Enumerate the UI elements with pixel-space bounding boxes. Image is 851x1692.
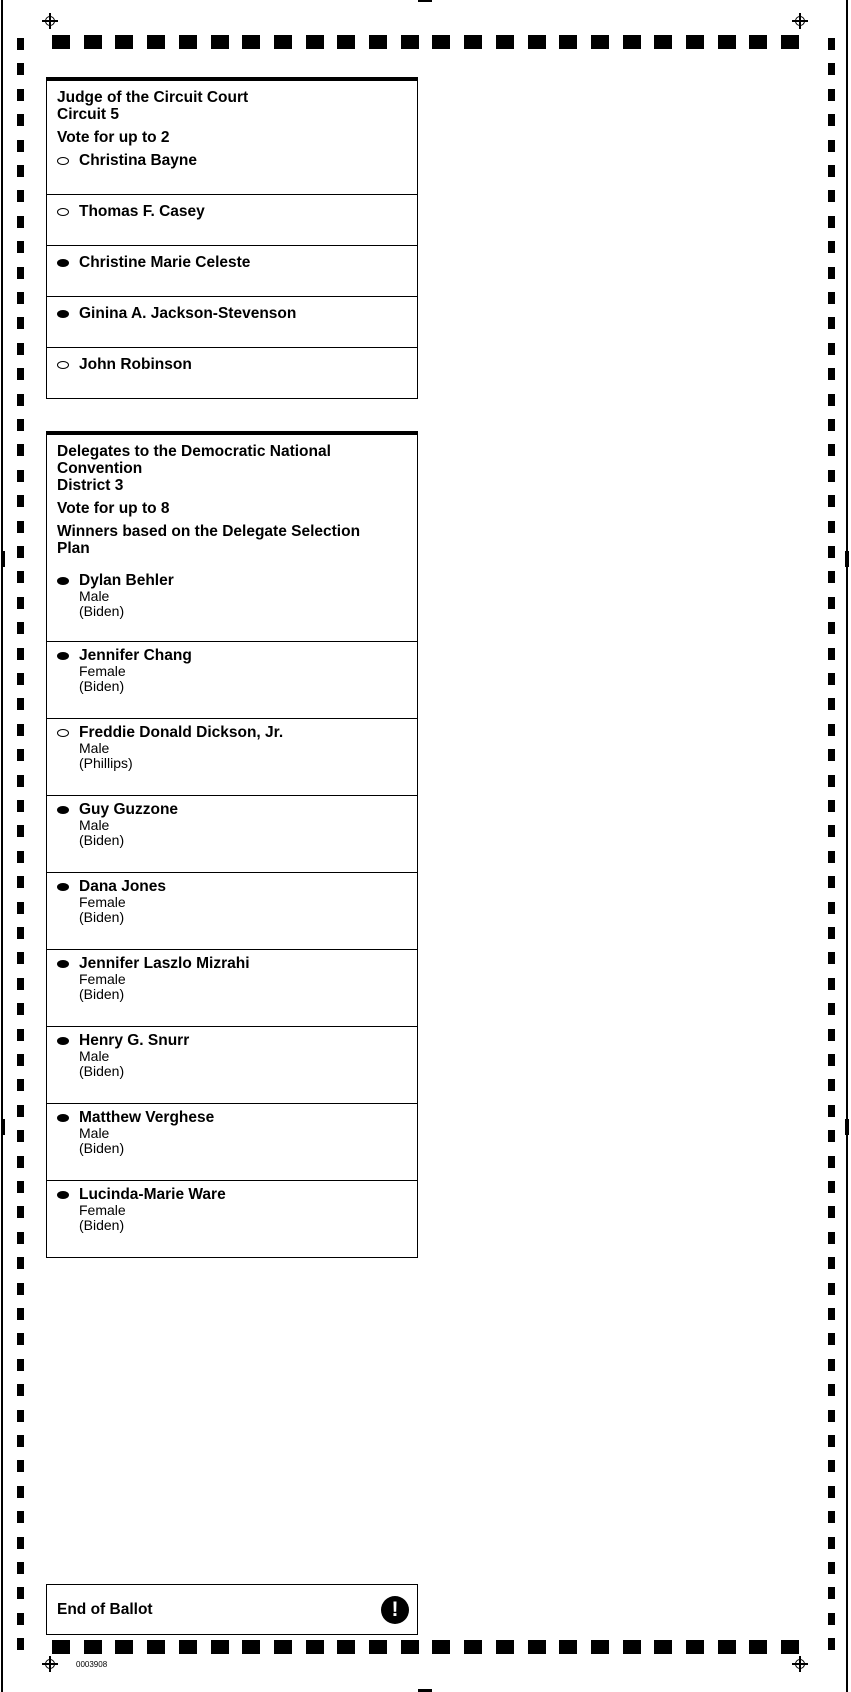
timing-mark: [718, 35, 736, 49]
candidate-option[interactable]: [47, 1180, 417, 1257]
timing-mark: [17, 114, 24, 126]
timing-mark: [528, 35, 546, 49]
timing-mark: [432, 35, 450, 49]
timing-mark: [17, 698, 24, 710]
timing-mark: [17, 1384, 24, 1396]
timing-mark: [559, 1640, 577, 1654]
candidate-name: Matthew Verghese: [79, 1109, 215, 1126]
timing-mark: [17, 1232, 24, 1244]
timing-mark: [84, 35, 102, 49]
timing-mark: [17, 1054, 24, 1066]
candidate-gender: Male: [79, 588, 110, 604]
timing-mark: [828, 597, 835, 609]
candidate-name: Christina Bayne: [79, 152, 198, 169]
timing-mark: [17, 851, 24, 863]
candidate-name: Jennifer Chang: [79, 647, 192, 664]
candidate-name: Dylan Behler: [79, 572, 174, 589]
timing-mark: [17, 165, 24, 177]
timing-mark: [828, 775, 835, 787]
candidate-name: Ginina A. Jackson-Stevenson: [79, 305, 297, 322]
contest-title-line: District 3: [57, 477, 124, 494]
timing-mark: [496, 1640, 514, 1654]
candidate-affiliation: (Biden): [79, 1217, 125, 1233]
timing-mark: [274, 1640, 292, 1654]
contest-title-line: Circuit 5: [57, 106, 120, 123]
contest-title-line: Judge of the Circuit Court: [57, 89, 249, 106]
timing-mark: [828, 648, 835, 660]
timing-mark: [828, 902, 835, 914]
timing-mark: [528, 1640, 546, 1654]
candidate-gender: Female: [79, 894, 126, 910]
timing-mark: [17, 673, 24, 685]
timing-mark: [828, 89, 835, 101]
candidate-name: Jennifer Laszlo Mizrahi: [79, 955, 250, 972]
side-tick-right-lower: [845, 1119, 849, 1135]
timing-mark: [828, 63, 835, 75]
timing-mark: [17, 902, 24, 914]
contest-democratic-delegates: [46, 431, 418, 1258]
candidate-option[interactable]: [47, 718, 417, 795]
timing-mark: [17, 241, 24, 253]
timing-mark: [686, 1640, 704, 1654]
timing-mark: [828, 800, 835, 812]
timing-mark: [17, 648, 24, 660]
timing-mark: [828, 622, 835, 634]
timing-mark: [828, 394, 835, 406]
candidate-gender: Female: [79, 663, 126, 679]
timing-mark: [828, 1232, 835, 1244]
timing-mark: [828, 1105, 835, 1117]
timing-mark: [828, 1003, 835, 1015]
timing-mark: [17, 1105, 24, 1117]
registration-mark-bottom-left-icon: [42, 1656, 58, 1672]
timing-mark: [17, 368, 24, 380]
timing-mark: [17, 419, 24, 431]
timing-mark: [211, 35, 229, 49]
timing-mark: [654, 35, 672, 49]
timing-mark: [17, 1537, 24, 1549]
timing-mark: [828, 1283, 835, 1295]
timing-mark: [828, 1130, 835, 1142]
timing-mark: [828, 1029, 835, 1041]
timing-mark: [828, 1333, 835, 1345]
timing-mark: [464, 1640, 482, 1654]
timing-mark: [828, 521, 835, 533]
timing-mark: [17, 571, 24, 583]
timing-mark: [559, 35, 577, 49]
timing-mark: [496, 35, 514, 49]
candidate-gender: Male: [79, 1048, 110, 1064]
timing-mark: [17, 1511, 24, 1523]
timing-mark: [17, 444, 24, 456]
candidate-name: Lucinda-Marie Ware: [79, 1186, 226, 1203]
registration-mark-bottom-right-icon: [792, 1656, 808, 1672]
timing-mark: [828, 190, 835, 202]
candidate-name: Henry G. Snurr: [79, 1032, 190, 1049]
timing-mark: [828, 978, 835, 990]
candidate-option[interactable]: [47, 347, 417, 398]
timing-mark: [464, 35, 482, 49]
timing-mark: [115, 1640, 133, 1654]
candidate-affiliation: (Biden): [79, 909, 125, 925]
candidate-option[interactable]: [47, 1026, 417, 1103]
registration-mark-top-right-icon: [792, 13, 808, 29]
timing-mark: [828, 1410, 835, 1422]
timing-mark: [686, 35, 704, 49]
timing-mark: [828, 1638, 835, 1650]
timing-mark: [828, 851, 835, 863]
candidate-option[interactable]: [47, 150, 417, 194]
timing-mark: [17, 89, 24, 101]
timing-mark: [654, 1640, 672, 1654]
candidate-affiliation: (Biden): [79, 1063, 125, 1079]
timing-mark: [17, 1333, 24, 1345]
timing-mark: [749, 1640, 767, 1654]
timing-mark: [781, 1640, 799, 1654]
timing-mark: [828, 470, 835, 482]
timing-mark: [17, 495, 24, 507]
contest-circuit-court-judge: [46, 77, 418, 399]
timing-mark: [828, 368, 835, 380]
timing-mark: [828, 571, 835, 583]
timing-mark: [17, 724, 24, 736]
timing-mark: [623, 1640, 641, 1654]
timing-mark: [828, 317, 835, 329]
candidate-option[interactable]: [47, 296, 417, 347]
vote-oval[interactable]: [57, 729, 69, 737]
candidate-name: John Robinson: [79, 356, 192, 373]
timing-mark: [369, 35, 387, 49]
timing-mark: [17, 825, 24, 837]
timing-mark: [749, 35, 767, 49]
timing-mark: [17, 1156, 24, 1168]
timing-mark: [17, 1079, 24, 1091]
timing-mark: [17, 876, 24, 888]
timing-mark: [828, 1359, 835, 1371]
candidate-affiliation: (Biden): [79, 603, 125, 619]
vote-oval-filled[interactable]: [57, 806, 69, 814]
timing-mark: [17, 140, 24, 152]
timing-mark: [17, 775, 24, 787]
vote-instruction: Vote for up to 2: [57, 129, 170, 146]
timing-mark: [17, 1308, 24, 1320]
timing-mark: [828, 444, 835, 456]
vote-oval-filled[interactable]: [57, 1191, 69, 1199]
timing-mark: [828, 292, 835, 304]
page-edge-tick-top: [418, 0, 432, 2]
timing-mark: [115, 35, 133, 49]
timing-mark: [828, 749, 835, 761]
timing-mark: [828, 495, 835, 507]
contest-header: [47, 435, 417, 561]
vote-oval-filled[interactable]: [57, 1114, 69, 1122]
timing-mark: [17, 190, 24, 202]
timing-mark: [17, 952, 24, 964]
vote-instruction: Vote for up to 8: [57, 500, 170, 517]
timing-mark: [828, 1486, 835, 1498]
timing-mark: [828, 38, 835, 50]
timing-mark: [17, 292, 24, 304]
timing-mark: [17, 800, 24, 812]
side-tick-left: [2, 551, 5, 567]
timing-mark: [591, 1640, 609, 1654]
timing-mark: [828, 825, 835, 837]
timing-mark: [17, 597, 24, 609]
timing-mark: [17, 38, 24, 50]
timing-mark: [781, 35, 799, 49]
timing-mark: [17, 1638, 24, 1650]
timing-mark: [17, 1029, 24, 1041]
timing-mark: [84, 1640, 102, 1654]
vote-instruction: Plan: [57, 540, 90, 557]
timing-mark: [828, 1587, 835, 1599]
vote-oval[interactable]: [57, 208, 69, 216]
candidate-gender: Female: [79, 1202, 126, 1218]
timing-mark: [828, 165, 835, 177]
timing-mark: [179, 35, 197, 49]
timing-mark: [17, 343, 24, 355]
timing-mark: [17, 1410, 24, 1422]
page-edge-line-right: [846, 0, 848, 1692]
timing-mark: [828, 673, 835, 685]
timing-mark: [17, 1460, 24, 1472]
vote-oval[interactable]: [57, 361, 69, 369]
contest-title-line: Convention: [57, 460, 143, 477]
timing-mark: [828, 114, 835, 126]
timing-mark: [17, 394, 24, 406]
timing-mark: [17, 927, 24, 939]
timing-mark: [52, 35, 70, 49]
vote-oval-filled[interactable]: [57, 652, 69, 660]
end-of-ballot-label: End of Ballot: [57, 1601, 153, 1618]
candidate-option[interactable]: [47, 1103, 417, 1180]
timing-mark: [17, 622, 24, 634]
vote-oval-filled[interactable]: [57, 960, 69, 968]
timing-mark: [828, 1435, 835, 1447]
timing-mark: [828, 1562, 835, 1574]
timing-mark: [17, 1257, 24, 1269]
candidate-affiliation: (Biden): [79, 678, 125, 694]
timing-mark: [17, 1435, 24, 1447]
timing-mark: [828, 1613, 835, 1625]
timing-mark: [17, 1587, 24, 1599]
timing-mark: [17, 470, 24, 482]
timing-mark: [17, 1206, 24, 1218]
timing-mark: [828, 1181, 835, 1193]
candidate-affiliation: (Biden): [79, 986, 125, 1002]
timing-mark: [17, 546, 24, 558]
timing-mark: [828, 1079, 835, 1091]
timing-mark: [401, 1640, 419, 1654]
candidate-affiliation: (Biden): [79, 832, 125, 848]
timing-mark: [828, 1206, 835, 1218]
side-tick-left-lower: [2, 1119, 5, 1135]
timing-mark: [17, 1613, 24, 1625]
timing-mark: [17, 63, 24, 75]
timing-mark: [828, 876, 835, 888]
timing-mark: [52, 1640, 70, 1654]
timing-mark: [17, 1181, 24, 1193]
vote-oval-filled[interactable]: [57, 883, 69, 891]
timing-mark: [179, 1640, 197, 1654]
timing-mark: [828, 698, 835, 710]
timing-mark: [828, 1511, 835, 1523]
timing-mark: [623, 35, 641, 49]
candidate-option[interactable]: [47, 561, 417, 641]
candidate-gender: Male: [79, 817, 110, 833]
timing-mark: [828, 927, 835, 939]
candidate-gender: Male: [79, 740, 110, 756]
timing-mark: [718, 1640, 736, 1654]
timing-mark: [17, 1359, 24, 1371]
timing-mark: [17, 317, 24, 329]
vote-oval-filled[interactable]: [57, 1037, 69, 1045]
candidate-option[interactable]: [47, 949, 417, 1026]
candidate-name: Thomas F. Casey: [79, 203, 205, 220]
exclamation-circle-icon: !: [381, 1596, 409, 1624]
timing-mark: [17, 749, 24, 761]
timing-mark: [17, 1283, 24, 1295]
timing-mark: [147, 1640, 165, 1654]
registration-mark-top-left-icon: [42, 13, 58, 29]
timing-mark: [828, 343, 835, 355]
candidate-name: Freddie Donald Dickson, Jr.: [79, 724, 284, 741]
timing-mark: [828, 1384, 835, 1396]
timing-mark: [828, 1460, 835, 1472]
candidate-affiliation: (Phillips): [79, 755, 133, 771]
candidate-option[interactable]: [47, 245, 417, 296]
candidate-gender: Female: [79, 971, 126, 987]
timing-mark: [274, 35, 292, 49]
candidate-name: Guy Guzzone: [79, 801, 179, 818]
timing-mark: [828, 724, 835, 736]
timing-mark: [828, 1537, 835, 1549]
timing-mark: [211, 1640, 229, 1654]
vote-oval-filled[interactable]: [57, 310, 69, 318]
timing-mark: [306, 35, 324, 49]
timing-mark: [828, 1156, 835, 1168]
timing-mark: [337, 35, 355, 49]
side-tick-right: [845, 551, 849, 567]
timing-mark: [17, 216, 24, 228]
timing-mark: [591, 35, 609, 49]
vote-instruction: Winners based on the Delegate Selection: [57, 523, 361, 540]
timing-mark: [17, 1003, 24, 1015]
vote-oval[interactable]: [57, 157, 69, 165]
candidate-option[interactable]: [47, 194, 417, 245]
candidate-option[interactable]: [47, 872, 417, 949]
vote-oval-filled[interactable]: [57, 259, 69, 267]
timing-mark: [828, 546, 835, 558]
timing-mark: [828, 216, 835, 228]
candidate-option[interactable]: [47, 641, 417, 718]
candidate-gender: Male: [79, 1125, 110, 1141]
contest-title-line: Delegates to the Democratic National: [57, 443, 331, 460]
timing-mark: [828, 1054, 835, 1066]
candidate-option[interactable]: [47, 795, 417, 872]
timing-mark: [306, 1640, 324, 1654]
timing-mark: [17, 521, 24, 533]
candidate-name: Dana Jones: [79, 878, 167, 895]
timing-mark: [369, 1640, 387, 1654]
timing-mark: [17, 1562, 24, 1574]
vote-oval-filled[interactable]: [57, 577, 69, 585]
ballot-serial-number: 0003908: [76, 1660, 108, 1669]
candidate-affiliation: (Biden): [79, 1140, 125, 1156]
timing-mark: [828, 267, 835, 279]
end-of-ballot-box: [46, 1584, 418, 1635]
page-edge-line-left: [1, 0, 3, 1692]
timing-mark: [17, 978, 24, 990]
timing-mark: [828, 1308, 835, 1320]
timing-mark: [147, 35, 165, 49]
timing-mark: [828, 419, 835, 431]
timing-mark: [17, 1486, 24, 1498]
timing-mark: [828, 241, 835, 253]
timing-mark: [828, 140, 835, 152]
timing-mark: [401, 35, 419, 49]
timing-mark: [828, 1257, 835, 1269]
timing-mark: [432, 1640, 450, 1654]
timing-mark: [828, 952, 835, 964]
timing-mark: [337, 1640, 355, 1654]
timing-mark: [242, 1640, 260, 1654]
contest-header: [47, 81, 417, 150]
timing-mark: [17, 267, 24, 279]
timing-mark: [242, 35, 260, 49]
timing-mark: [17, 1130, 24, 1142]
candidate-name: Christine Marie Celeste: [79, 254, 251, 271]
